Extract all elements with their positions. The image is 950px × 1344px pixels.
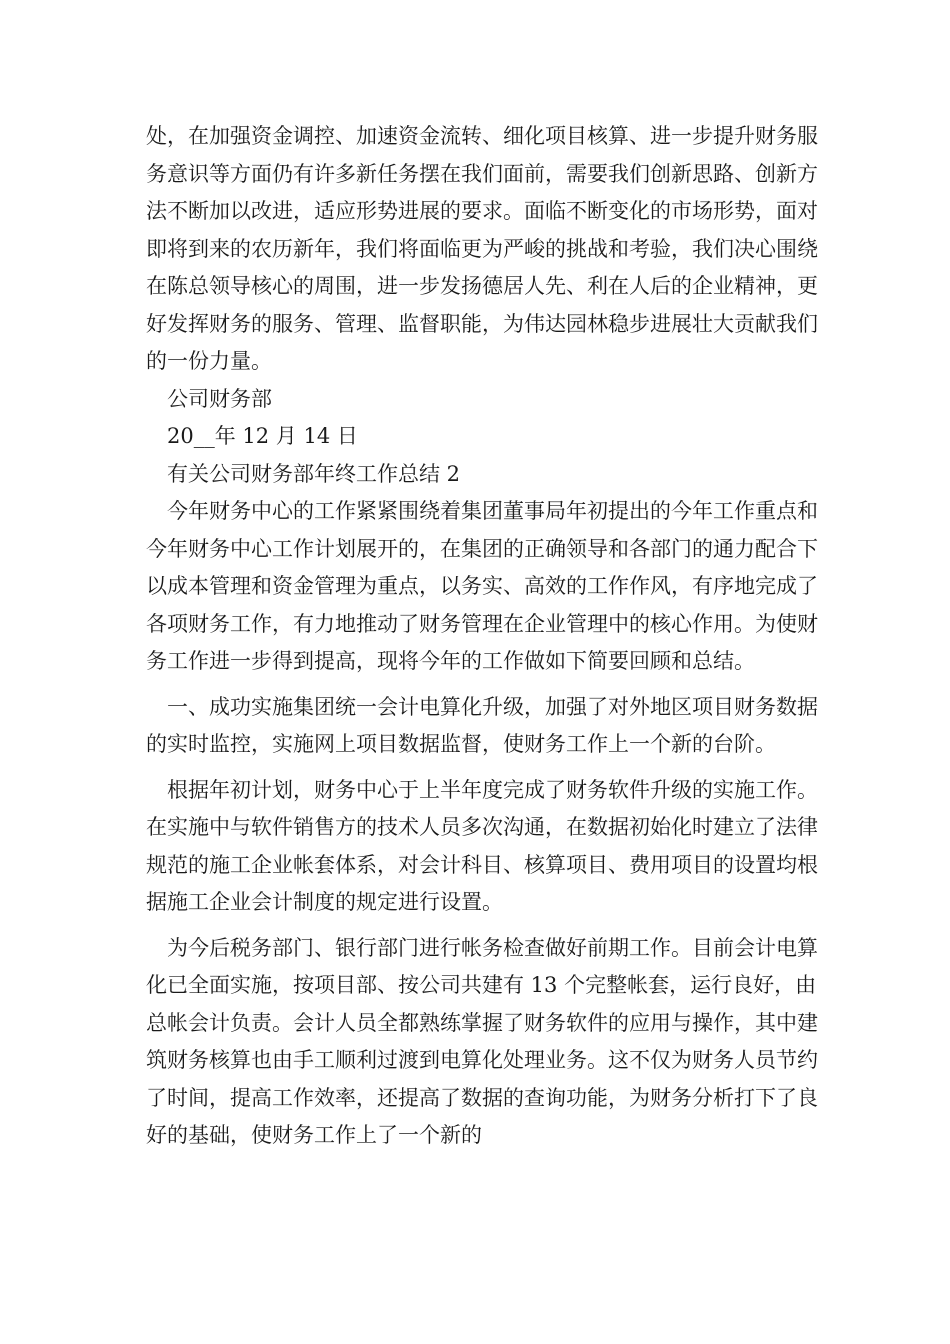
paragraph-software-upgrade: 根据年初计划，财务中心于上半年度完成了财务软件升级的实施工作。在实施中与软件销售方的技术人员多次沟通，在数据初始化时建立了法律规范的施工企业帐套体系，对会计科目、核算项目、费用项目的设置均根据施工企业会计制度的规定进行设置。	[146, 777, 818, 914]
paragraph-heading-one: 一、成功实施集团统一会计电算化升级，加强了对外地区项目财务数据的实时监控，实施网上项目数据监督，使财务工作上一个新的台阶。	[146, 694, 818, 756]
paragraph-tax-preparation: 为今后税务部门、银行部门进行帐务检查做好前期工作。目前会计电算化已全面实施，按项目部、按公司共建有 13 个完整帐套，运行良好，由总帐会计负责。会计人员全都熟练掌握了财务软件的应用与操作，其中建筑财务核算也由手工顺利过渡到电算化处理业务。这不仅为财务人员节约了时间，提高工作效率，还提高了数据的查询功能，为财务分析打下了良好的基础，使财务工作上了一个新的	[146, 935, 818, 1147]
document-page	[146, 118, 820, 1155]
paragraph-continuation: 处，在加强资金调控、加速资金流转、细化项目核算、进一步提升财务服务意识等方面仍有许多新任务摆在我们面前，需要我们创新思路、创新方法不断加以改进，适应形势进展的要求。面临不断变化的市场形势，面对即将到来的农历新年，我们将面临更为严峻的挑战和考验，我们决心围绕在陈总领导核心的周围，进一步发扬德居人先、利在人后的企业精神，更好发挥财务的服务、管理、监督职能，为伟达园林稳步进展壮大贡献我们的一份力量。	[146, 124, 818, 373]
paragraph-intro: 今年财务中心的工作紧紧围绕着集团董事局年初提出的今年工作重点和今年财务中心工作计划展开的，在集团的正确领导和各部门的通力配合下以成本管理和资金管理为重点，以务实、高效的工作作风，有序地完成了各项财务工作，有力地推动了财务管理在企业管理中的核心作用。为使财务工作进一步得到提高，现将今年的工作做如下简要回顾和总结。	[146, 499, 818, 673]
signature-date: 20__年 12 月 14 日	[167, 424, 358, 448]
signature-department: 公司财务部	[167, 386, 272, 411]
section-title: 有关公司财务部年终工作总结 2	[167, 461, 461, 486]
